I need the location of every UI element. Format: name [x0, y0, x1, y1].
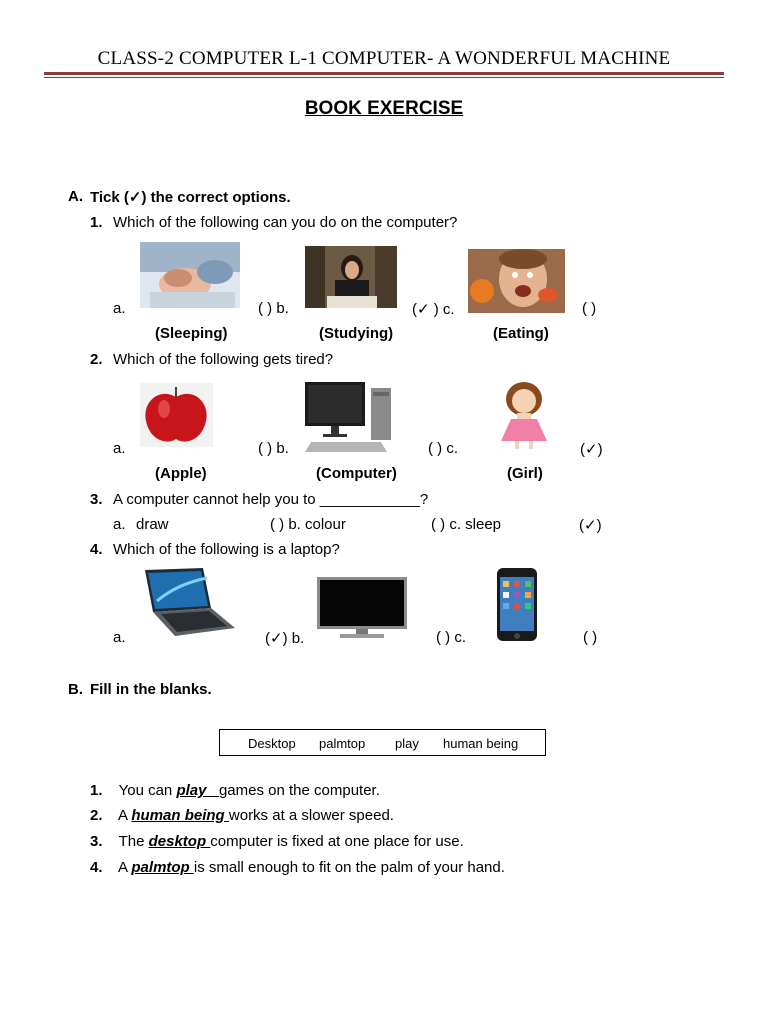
option-a-mark[interactable]: ( ) b. — [258, 440, 289, 457]
header-rule — [44, 72, 724, 75]
item-post-text: computer is fixed at one place for use. — [210, 833, 464, 850]
question-text: Which of the following can you do on the computer? — [113, 214, 458, 231]
item-pre-text: A — [118, 859, 132, 876]
option-a-word: draw — [136, 516, 169, 533]
caption-computer: (Computer) — [316, 465, 397, 482]
word-bank-box — [219, 729, 546, 756]
desktop-computer-image — [303, 380, 393, 454]
option-a-mark[interactable]: (✓) b. — [265, 630, 305, 647]
fill-item-1 — [90, 782, 380, 799]
option-a-letter: a. — [113, 516, 126, 533]
option-c-mark[interactable]: ( ) — [582, 300, 597, 317]
caption-sleeping: (Sleeping) — [155, 325, 228, 342]
caption-apple: (Apple) — [155, 465, 207, 482]
laptop-image — [137, 566, 237, 642]
fill-item-3 — [90, 833, 464, 850]
item-post-text: games on the computer. — [218, 782, 380, 799]
studying-girl-photo — [305, 246, 397, 308]
section-b-label: B. — [68, 681, 83, 698]
item-number: 4. — [90, 859, 103, 876]
option-a-mark[interactable]: ( ) b. colour — [270, 516, 346, 533]
option-a-mark[interactable]: ( ) b. — [258, 300, 289, 317]
option-a-letter: a. — [113, 300, 126, 317]
worksheet-header: CLASS-2 COMPUTER L-1 COMPUTER- A WONDERFUL MACHINE — [97, 48, 671, 69]
fill-item-2 — [90, 807, 394, 824]
question-text: Which of the following gets tired? — [113, 351, 334, 368]
question-number: 1. — [90, 214, 103, 231]
item-answer[interactable]: human being — [131, 807, 229, 824]
question-number: 2. — [90, 351, 103, 368]
caption-eating: (Eating) — [493, 325, 549, 342]
word-bank-item: play — [395, 736, 419, 751]
smartphone-image — [496, 567, 538, 642]
header-rule-thin — [44, 77, 724, 78]
exercise-title: BOOK EXERCISE — [304, 98, 464, 119]
caption-studying: (Studying) — [319, 325, 394, 342]
item-pre-text: The — [118, 833, 149, 850]
word-bank-item: human being — [443, 736, 519, 751]
item-answer[interactable]: palmtop — [131, 859, 194, 876]
item-number: 2. — [90, 807, 103, 824]
word-bank-item: Desktop — [248, 736, 296, 751]
option-b-mark[interactable]: (✓ ) c. — [412, 301, 455, 318]
section-b-title: Fill in the blanks. — [90, 681, 212, 698]
section-a-label: A. — [68, 188, 83, 205]
option-b-mark[interactable]: ( ) c. — [436, 629, 466, 646]
section-a-title: Tick (✓) the correct options. — [90, 189, 291, 206]
item-post-text: is small enough to fit on the palm of your hand. — [193, 859, 505, 876]
tv-monitor-image — [316, 576, 408, 640]
item-pre-text: A — [118, 807, 132, 824]
item-number: 1. — [90, 782, 103, 799]
option-b-mark[interactable]: ( ) c. — [428, 440, 458, 457]
option-c-mark[interactable]: (✓) — [580, 441, 603, 458]
eating-boy-photo — [468, 249, 565, 313]
word-bank-item: palmtop — [319, 736, 366, 751]
question-text: A computer cannot help you to ____________? — [113, 491, 429, 508]
item-answer[interactable]: play — [176, 782, 219, 799]
question-text: Which of the following is a laptop? — [113, 541, 340, 558]
caption-girl: (Girl) — [507, 465, 543, 482]
option-a-letter: a. — [113, 629, 126, 646]
option-c-mark[interactable]: ( ) — [583, 629, 598, 646]
fill-item-4 — [90, 859, 505, 876]
item-post-text: works at a slower speed. — [228, 807, 394, 824]
item-pre-text: You can — [118, 782, 177, 799]
question-number: 4. — [90, 541, 103, 558]
question-number: 3. — [90, 491, 103, 508]
sleeping-baby-photo — [140, 242, 240, 308]
option-c-mark[interactable]: (✓) — [579, 517, 602, 534]
girl-cartoon-image — [497, 379, 551, 451]
option-a-letter: a. — [113, 440, 126, 457]
item-answer[interactable]: desktop — [148, 833, 211, 850]
option-b-mark[interactable]: ( ) c. sleep — [431, 516, 502, 533]
apple-image — [140, 383, 213, 447]
item-number: 3. — [90, 833, 103, 850]
